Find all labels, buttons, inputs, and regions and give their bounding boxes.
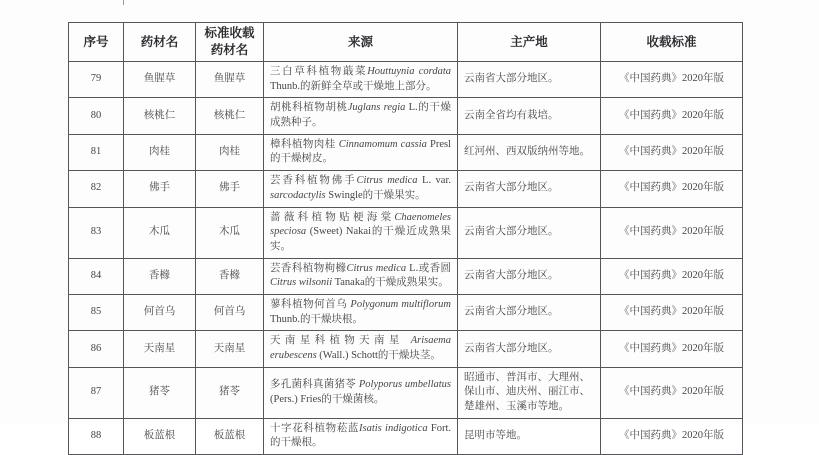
cell-standard: 《中国药典》2020年版 [601, 418, 743, 454]
cell-standard-name: 木瓜 [196, 207, 264, 258]
cell-herb-name: 香橼 [124, 258, 196, 294]
cell-region: 云南省大部分地区。 [458, 294, 601, 330]
column-header-source: 来源 [264, 23, 458, 62]
cell-source: 三白草科植物蕺菜Houttuynia cordata Thunb.的新鲜全草或干燥地上部分。 [264, 62, 458, 98]
cell-standard-name: 核桃仁 [196, 98, 264, 134]
cell-standard: 《中国药典》2020年版 [601, 258, 743, 294]
cell-source: 天南星科植物天南星 Arisaema erubescens (Wall.) Schott的干燥块茎。 [264, 331, 458, 367]
cell-standard: 《中国药典》2020年版 [601, 294, 743, 330]
cell-source: 芸香科植物枸橼Citrus medica L.或香圆Citrus wilsonii Tanaka的干燥成熟果实。 [264, 258, 458, 294]
cell-herb-name: 肉桂 [124, 134, 196, 170]
cell-region: 云南省大部分地区。 [458, 62, 601, 98]
cell-herb-name: 鱼腥草 [124, 62, 196, 98]
cell-standard: 《中国药典》2020年版 [601, 331, 743, 367]
cell-region: 云南省大部分地区。 [458, 258, 601, 294]
cell-region: 云南省大部分地区。 [458, 207, 601, 258]
table-row [69, 62, 743, 98]
table-body [69, 62, 743, 455]
cell-standard: 《中国药典》2020年版 [601, 98, 743, 134]
herb-table [68, 22, 743, 455]
cell-index: 83 [69, 207, 124, 258]
table-header-row [69, 23, 743, 62]
table-row [69, 171, 743, 207]
cell-standard: 《中国药典》2020年版 [601, 207, 743, 258]
cell-region: 昆明市等地。 [458, 418, 601, 454]
table-row [69, 367, 743, 418]
table-row [69, 207, 743, 258]
page-edge-artifact [123, 0, 124, 5]
cell-source: 胡桃科植物胡桃Juglans regia L.的干燥成熟种子。 [264, 98, 458, 134]
cell-index: 80 [69, 98, 124, 134]
cell-standard-name: 肉桂 [196, 134, 264, 170]
cell-source: 蔷薇科植物贴梗海棠Chaenomeles speciosa (Sweet) Nakai的干燥近成熟果实。 [264, 207, 458, 258]
column-header-herb-name: 药材名 [124, 23, 196, 62]
cell-region: 云南省大部分地区。 [458, 331, 601, 367]
cell-source: 芸香科植物佛手Citrus medica L. var. sarcodactylis Swingle的干燥果实。 [264, 171, 458, 207]
cell-standard-name: 猪苓 [196, 367, 264, 418]
cell-standard-name: 何首乌 [196, 294, 264, 330]
column-header-region: 主产地 [458, 23, 601, 62]
cell-index: 79 [69, 62, 124, 98]
cell-region: 红河州、西双版纳州等地。 [458, 134, 601, 170]
cell-standard: 《中国药典》2020年版 [601, 134, 743, 170]
cell-index: 86 [69, 331, 124, 367]
cell-region: 昭通市、普洱市、大理州、保山市、迪庆州、丽江市、楚雄州、玉溪市等地。 [458, 367, 601, 418]
cell-standard-name: 天南星 [196, 331, 264, 367]
table-row [69, 134, 743, 170]
cell-index: 84 [69, 258, 124, 294]
cell-standard: 《中国药典》2020年版 [601, 367, 743, 418]
cell-standard: 《中国药典》2020年版 [601, 171, 743, 207]
table-row [69, 418, 743, 454]
cell-region: 云南全省均有栽培。 [458, 98, 601, 134]
table-row [69, 98, 743, 134]
cell-standard-name: 佛手 [196, 171, 264, 207]
cell-standard: 《中国药典》2020年版 [601, 62, 743, 98]
cell-index: 88 [69, 418, 124, 454]
cell-standard-name: 鱼腥草 [196, 62, 264, 98]
cell-herb-name: 何首乌 [124, 294, 196, 330]
cell-source: 蓼科植物何首乌 Polygonum multiflorum Thunb.的干燥块根。 [264, 294, 458, 330]
cell-index: 87 [69, 367, 124, 418]
table-row [69, 294, 743, 330]
cell-region: 云南省大部分地区。 [458, 171, 601, 207]
cell-herb-name: 天南星 [124, 331, 196, 367]
table-row [69, 331, 743, 367]
column-header-index: 序号 [69, 23, 124, 62]
table-row [69, 258, 743, 294]
cell-standard-name: 香橼 [196, 258, 264, 294]
cell-herb-name: 猪苓 [124, 367, 196, 418]
cell-index: 81 [69, 134, 124, 170]
cell-herb-name: 佛手 [124, 171, 196, 207]
column-header-standard-name: 标准收载药材名 [196, 23, 264, 62]
cell-index: 85 [69, 294, 124, 330]
cell-source: 多孔菌科真菌猪苓 Polyporus umbellatus (Pers.) Fries的干燥菌核。 [264, 367, 458, 418]
cell-index: 82 [69, 171, 124, 207]
cell-standard-name: 板蓝根 [196, 418, 264, 454]
cell-herb-name: 核桃仁 [124, 98, 196, 134]
cell-herb-name: 木瓜 [124, 207, 196, 258]
cell-herb-name: 板蓝根 [124, 418, 196, 454]
column-header-standard: 收载标准 [601, 23, 743, 62]
cell-source: 十字花科植物菘蓝Isatis indigotica Fort.的干燥根。 [264, 418, 458, 454]
cell-source: 樟科植物肉桂 Cinnamomum cassia Presl的干燥树皮。 [264, 134, 458, 170]
